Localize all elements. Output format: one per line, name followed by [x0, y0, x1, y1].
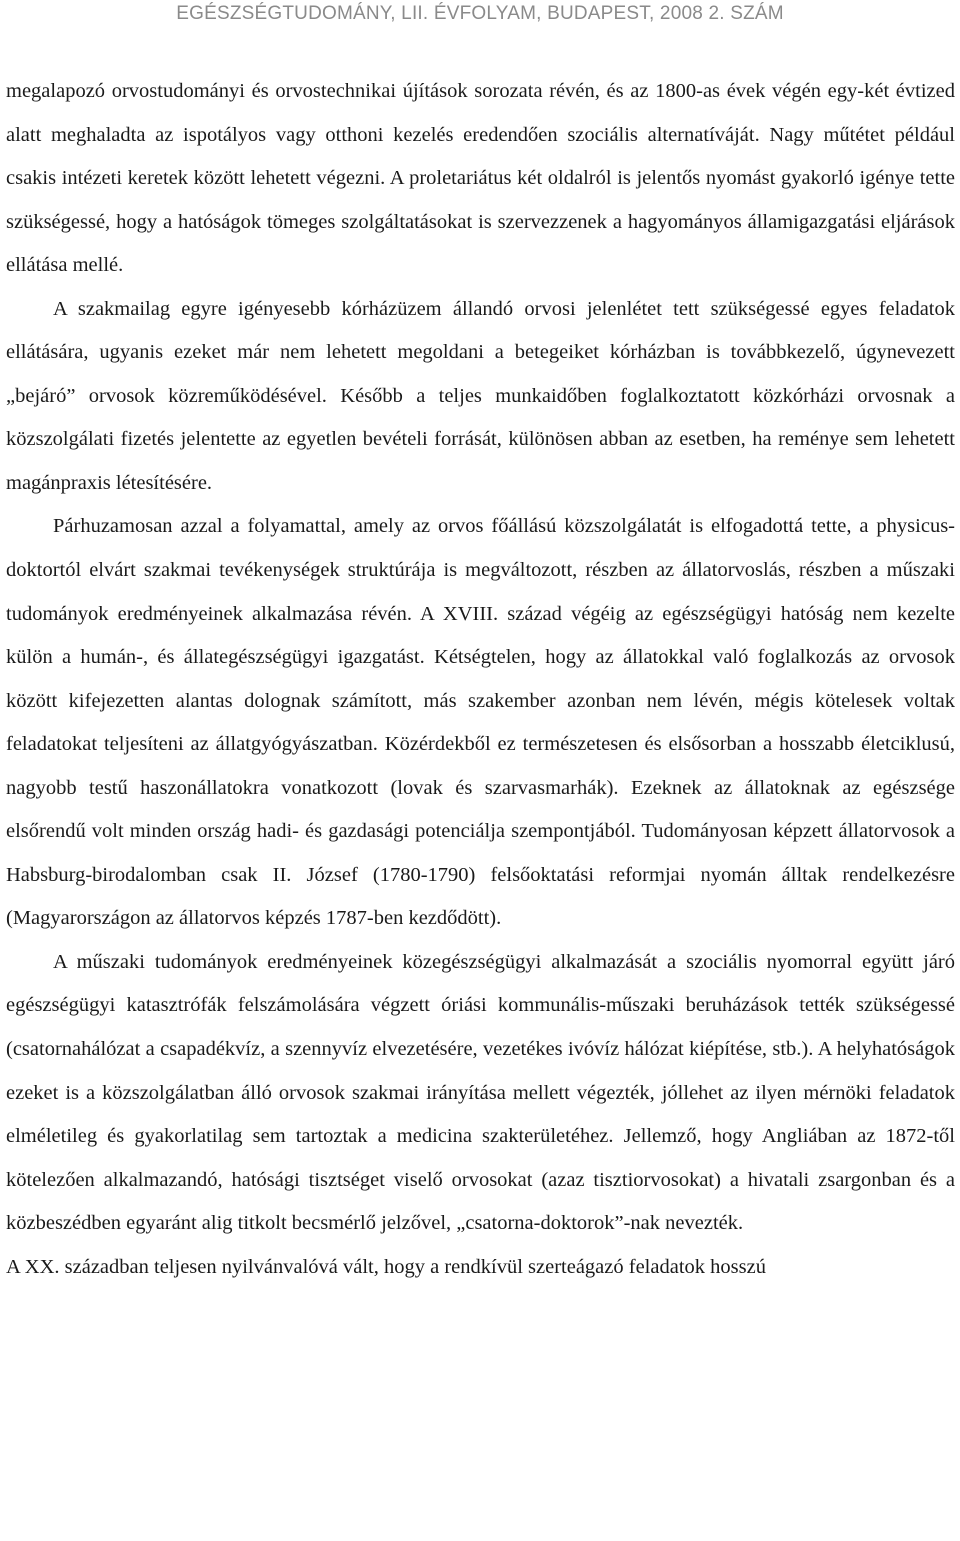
paragraph-2: A szakmailag egyre igényesebb kórházüzem állandó orvosi jelenlétet tett szükségessé egyes feladatok ellátására, ugyanis ezeket már nem lehetett megoldani a betegeiket kórházban is továbbkezelő, úgynevezett „bejáró” orvosok közreműködésével. Később a teljes munkaidőben foglalkoztatott közkórházi orvosnak a közszolgálati fizetés jelentette az egyetlen bevételi forrását, különösen abban az esetben, ha reménye sem lehetett magánpraxis létesítésére.	[6, 297, 955, 494]
running-header: EGÉSZSÉGTUDOMÁNY, LII. ÉVFOLYAM, BUDAPEST, 2008 2. SZÁM	[176, 3, 784, 24]
paragraph-1: megalapozó orvostudományi és orvostechnikai újítások sorozata révén, és az 1800-as évek végén egy-két évtized alatt meghaladta az ispotályos vagy otthoni kezelés eredendően szociális alternatíváját. Nagy műtétet például csakis intézeti keretek között lehetett végezni. A proletariátus két oldalról is jelentős nyomást gyakorló igénye tette szükségessé, hogy a hatóságok tömeges szolgáltatásokat is szervezzenek a hagyományos államigazgatási eljárások ellátása mellé.	[6, 80, 955, 277]
paragraph-4: A műszaki tudományok eredményeinek közegészségügyi alkalmazását a szociális nyomorral együtt járó egészségügyi katasztrófák felszámolására végzett óriási kommunális-műszaki beruházások tették szükségessé (csatornahálózat a csapadékvíz, a szennyvíz elvezetésére, vezetékes ivóvíz hálózat kiépítése, stb.). A helyhatóságok ezeket is a közszolgálatban álló orvosok szakmai irányítása mellett végezték, jóllehet az ilyen mérnöki feladatok elméletileg és gyakorlatilag sem tartoztak a medicina szakterületéhez. Jellemző, hogy Angliában az 1872-től kötelezően alkalmazandó, hatósági tisztséget viselő orvosokat (azaz tisztiorvosokat) a hivatali zsargonban és a közbeszédben egyaránt alig titkolt becsmérlő jelzővel, „csatorna-doktorok”-nak nevezték.	[6, 950, 955, 1235]
document-body	[6, 70, 955, 1289]
paragraph-5: A XX. században teljesen nyilvánvalóvá vált, hogy a rendkívül szerteágazó feladatok hosszú	[6, 1255, 766, 1278]
paragraph-3: Párhuzamosan azzal a folyamattal, amely az orvos főállású közszolgálatát is elfogadottá tette, a physicus-doktortól elvárt szakmai tevékenységek struktúrája is megváltozott, részben az állatorvoslás, részben a műszaki tudományok eredményeinek alkalmazása révén. A XVIII. század végéig az egészségügyi hatóság nem kezelte külön a humán-, és állategészségügyi igazgatást. Kétségtelen, hogy az állatokkal való foglalkozás az orvosok között kifejezetten alantas dolognak számított, más szakember azonban nem lévén, mégis kötelesek voltak feladatokat teljesíteni az állatgyógyászatban. Közérdekből ez természetesen és elsősorban a hosszabb életciklusú, nagyobb testű haszonállatokra vonatkozott (lovak és szarvasmarhák). Ezeknek az állatoknak az egészsége elsőrendű volt minden ország hadi- és gazdasági potenciálja szempontjából. Tudományosan képzett állatorvosok a Habsburg-birodalomban csak II. József (1780-1790) felsőoktatási reformjai nyomán álltak rendelkezésre (Magyarországon az állatorvos képzés 1787-ben kezdődött).	[6, 515, 955, 930]
